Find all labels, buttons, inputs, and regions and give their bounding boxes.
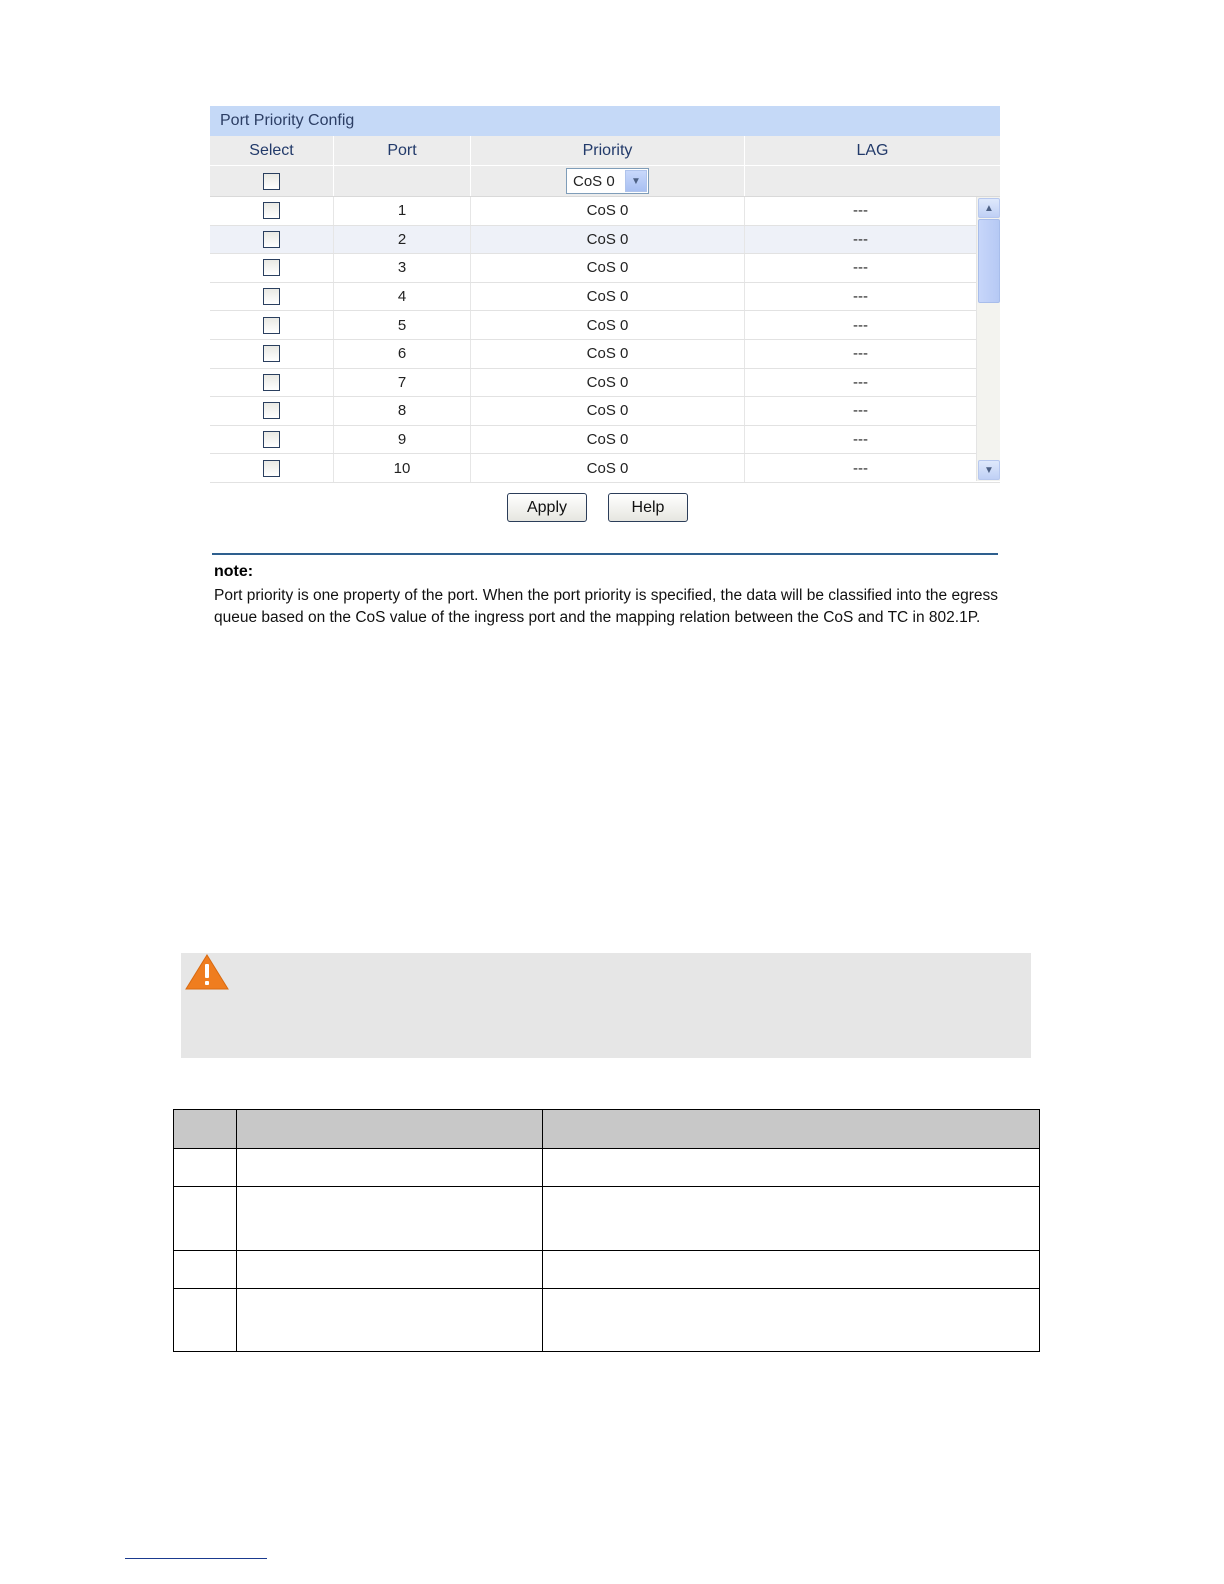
footer-link-underline <box>125 1558 267 1559</box>
priority-select-value: CoS 0 <box>573 172 615 190</box>
lag-cell: --- <box>853 230 868 248</box>
help-button[interactable]: Help <box>608 493 688 522</box>
port-list <box>210 197 1000 483</box>
panel-title: Port Priority Config <box>210 106 1000 136</box>
note-divider <box>212 553 998 555</box>
table-row <box>210 226 1000 255</box>
lag-cell: --- <box>853 459 868 477</box>
port-checkbox[interactable] <box>263 431 280 448</box>
description-table <box>173 1109 1040 1352</box>
port-cell: 8 <box>334 397 471 425</box>
priority-cell: CoS 0 <box>471 254 745 282</box>
table-row <box>210 254 1000 283</box>
lag-cell: --- <box>853 402 868 420</box>
table-row <box>174 1289 1040 1352</box>
port-checkbox[interactable] <box>263 345 280 362</box>
button-row <box>210 483 1000 553</box>
table-header <box>210 136 1000 166</box>
port-cell: 2 <box>334 226 471 254</box>
table-row <box>210 454 1000 483</box>
port-checkbox[interactable] <box>263 460 280 477</box>
port-checkbox[interactable] <box>263 231 280 248</box>
port-cell: 1 <box>334 197 471 225</box>
port-cell: 10 <box>334 454 471 482</box>
priority-cell: CoS 0 <box>471 226 745 254</box>
priority-cell: CoS 0 <box>471 369 745 397</box>
note-title: note: <box>214 563 254 580</box>
warning-triangle-icon <box>185 954 229 990</box>
table-row <box>174 1149 1040 1187</box>
priority-cell: CoS 0 <box>471 454 745 482</box>
select-all-checkbox[interactable] <box>263 173 280 190</box>
priority-cell: CoS 0 <box>471 197 745 225</box>
port-priority-config-panel <box>210 106 1000 628</box>
header-priority: Priority <box>471 136 745 165</box>
priority-cell: CoS 0 <box>471 283 745 311</box>
table-row <box>210 397 1000 426</box>
priority-cell: CoS 0 <box>471 311 745 339</box>
port-cell: 3 <box>334 254 471 282</box>
port-cell: 9 <box>334 426 471 454</box>
header-lag: LAG <box>856 141 889 159</box>
port-cell: 6 <box>334 340 471 368</box>
scroll-up-icon[interactable]: ▲ <box>978 198 1000 218</box>
warning-box <box>181 953 1031 1058</box>
port-checkbox[interactable] <box>263 288 280 305</box>
scroll-down-icon[interactable]: ▼ <box>978 460 1000 480</box>
priority-cell: CoS 0 <box>471 397 745 425</box>
lag-cell: --- <box>853 345 868 363</box>
lag-cell: --- <box>853 288 868 306</box>
batch-select-row <box>210 166 1000 197</box>
scrollbar-thumb[interactable] <box>978 219 1000 303</box>
lag-cell: --- <box>853 202 868 220</box>
lag-cell: --- <box>853 373 868 391</box>
header-select: Select <box>210 136 334 165</box>
table-row <box>210 197 1000 226</box>
header-port: Port <box>334 136 471 165</box>
priority-cell: CoS 0 <box>471 340 745 368</box>
table-header-row <box>174 1110 1040 1149</box>
table-row <box>210 340 1000 369</box>
port-checkbox[interactable] <box>263 374 280 391</box>
port-checkbox[interactable] <box>263 202 280 219</box>
apply-button[interactable]: Apply <box>507 493 587 522</box>
port-cell: 5 <box>334 311 471 339</box>
port-cell: 7 <box>334 369 471 397</box>
chevron-down-icon[interactable]: ▼ <box>625 170 647 192</box>
port-checkbox[interactable] <box>263 317 280 334</box>
scrollbar[interactable] <box>976 197 1000 481</box>
lag-cell: --- <box>853 259 868 277</box>
port-checkbox[interactable] <box>263 259 280 276</box>
lag-cell: --- <box>853 431 868 449</box>
port-checkbox[interactable] <box>263 402 280 419</box>
priority-select[interactable] <box>566 168 649 194</box>
priority-cell: CoS 0 <box>471 426 745 454</box>
table-row <box>210 283 1000 312</box>
table-row <box>210 369 1000 398</box>
port-cell: 4 <box>334 283 471 311</box>
note-text: Port priority is one property of the port. When the port priority is specified, the data will be classified into the egress queue based on the CoS value of the ingress port and the mapping relation between the CoS and TC in 802.1P. <box>214 587 998 626</box>
table-row <box>210 311 1000 340</box>
table-row <box>174 1187 1040 1251</box>
table-row <box>210 426 1000 455</box>
table-row <box>174 1251 1040 1289</box>
lag-cell: --- <box>853 316 868 334</box>
